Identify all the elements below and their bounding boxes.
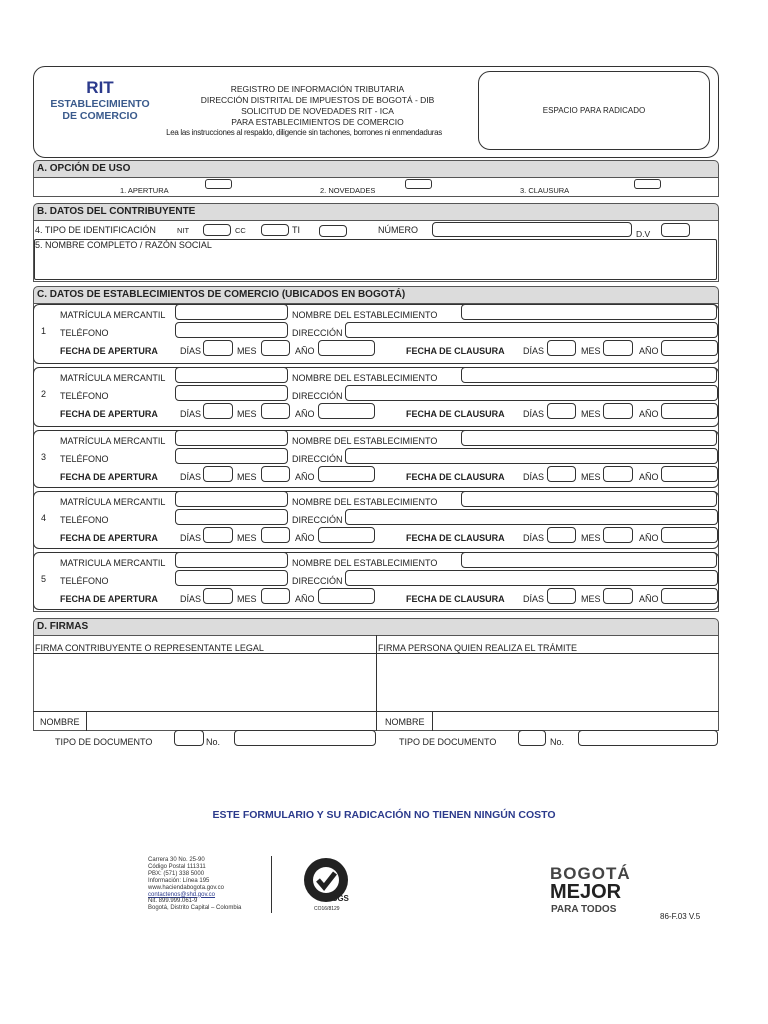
ti-label: TI <box>292 225 300 235</box>
apertura-dias-input[interactable] <box>203 588 233 604</box>
apertura-dias-input[interactable] <box>203 340 233 356</box>
nombre-establecimiento-label: NOMBRE DEL ESTABLECIMIENTO <box>292 436 438 446</box>
rit-title: RIT <box>86 78 114 97</box>
telefono-label: TELÉFONO <box>60 454 109 464</box>
address-line: www.haciendabogota.gov.co <box>148 884 224 891</box>
matricula-label: MATRÍCULA MERCANTIL <box>60 497 166 507</box>
telefono-input[interactable] <box>175 322 288 338</box>
apertura-mes-label: MES <box>237 533 257 543</box>
nombre-establecimiento-input[interactable] <box>461 430 717 446</box>
telefono-input[interactable] <box>175 570 288 586</box>
nombre-establecimiento-input[interactable] <box>461 552 717 568</box>
numero-label: NÚMERO <box>378 225 418 235</box>
matricula-label: MATRÍCULA MERCANTIL <box>60 310 166 320</box>
documento-2-number-input[interactable] <box>578 730 718 746</box>
matricula-input[interactable] <box>175 491 288 507</box>
clausura-dias-input[interactable] <box>547 466 576 482</box>
address-line: PBX: (571) 338 5000 <box>148 870 205 877</box>
nombre-establecimiento-input[interactable] <box>461 367 717 383</box>
telefono-input[interactable] <box>175 509 288 525</box>
apertura-anio-input[interactable] <box>318 340 375 356</box>
clausura-mes-label: MES <box>581 594 601 604</box>
fecha-apertura-label: FECHA DE APERTURA <box>60 346 158 356</box>
matricula-label: MATRICULA MERCANTIL <box>60 558 166 568</box>
nombre-establecimiento-input[interactable] <box>461 491 717 507</box>
matricula-input[interactable] <box>175 430 288 446</box>
section-c-title: C. DATOS DE ESTABLECIMIENTOS DE COMERCIO (UBICADOS EN BOGOTÁ) <box>33 286 719 304</box>
nombre-establecimiento-input[interactable] <box>461 304 717 320</box>
clausura-dias-label: DÍAS <box>523 472 545 482</box>
nombre-establecimiento-label: NOMBRE DEL ESTABLECIMIENTO <box>292 373 438 383</box>
direccion-input[interactable] <box>345 570 718 586</box>
fecha-clausura-label: FECHA DE CLAUSURA <box>406 594 505 604</box>
clausura-mes-input[interactable] <box>603 340 633 356</box>
apertura-anio-label: AÑO <box>295 594 315 604</box>
logo-mejor: MEJOR <box>550 881 622 903</box>
dv-label: D.V <box>636 229 651 239</box>
apertura-mes-label: MES <box>237 472 257 482</box>
clausura-mes-input[interactable] <box>603 403 633 419</box>
apertura-dias-input[interactable] <box>203 403 233 419</box>
address-block <box>148 857 273 912</box>
clausura-dias-label: DÍAS <box>523 533 545 543</box>
matricula-input[interactable] <box>175 367 288 383</box>
fecha-apertura-label: FECHA DE APERTURA <box>60 472 158 482</box>
apertura-mes-input[interactable] <box>261 403 290 419</box>
address-line: Carrera 30 No. 25-90 <box>148 857 205 863</box>
option-novedades-label: 2. NOVEDADES <box>320 186 376 195</box>
rit-subtitle-1: ESTABLECIMIENTO <box>50 98 150 110</box>
fecha-apertura-label: FECHA DE APERTURA <box>60 594 158 604</box>
address-line: Código Postal 111311 <box>148 863 206 870</box>
apertura-mes-label: MES <box>237 594 257 604</box>
matricula-label: MATRÍCULA MERCANTIL <box>60 436 166 446</box>
nombre-1-input[interactable] <box>88 712 375 730</box>
direccion-label: DIRECCIÓN <box>292 328 343 338</box>
telefono-input[interactable] <box>175 385 288 401</box>
rit-subtitle-2: DE COMERCIO <box>62 110 138 122</box>
apertura-anio-label: AÑO <box>295 409 315 419</box>
iso-certification-seal <box>302 856 358 914</box>
telefono-label: TELÉFONO <box>60 328 109 338</box>
nombre-2-divider <box>432 711 433 731</box>
matricula-input[interactable] <box>175 304 288 320</box>
apertura-mes-label: MES <box>237 409 257 419</box>
apertura-anio-label: AÑO <box>295 533 315 543</box>
clausura-anio-input[interactable] <box>661 466 718 482</box>
tipo-documento-2-input[interactable] <box>518 730 546 746</box>
nombre-establecimiento-label: NOMBRE DEL ESTABLECIMIENTO <box>292 558 438 568</box>
option-clausura-checkbox[interactable] <box>634 179 661 189</box>
establishment-number: 5 <box>41 574 47 584</box>
apertura-dias-label: DÍAS <box>180 409 202 419</box>
clausura-dias-input[interactable] <box>547 527 576 543</box>
establishment-number: 2 <box>41 389 47 399</box>
direccion-input[interactable] <box>345 509 718 525</box>
telefono-label: TELÉFONO <box>60 576 109 586</box>
cert-number: CO16/8129 <box>314 906 340 912</box>
establishment-number: 1 <box>41 326 47 336</box>
nit-label: NIT <box>177 226 190 235</box>
address-line: Bogotá, Distrito Capital – Colombia <box>148 905 242 912</box>
logo-para-todos: PARA TODOS <box>551 904 617 915</box>
apertura-anio-label: AÑO <box>295 472 315 482</box>
clausura-anio-label: AÑO <box>639 594 659 604</box>
apertura-dias-input[interactable] <box>203 527 233 543</box>
section-d-divider <box>376 635 377 731</box>
clausura-dias-label: DÍAS <box>523 409 545 419</box>
clausura-anio-input[interactable] <box>661 588 718 604</box>
documento-1-number-input[interactable] <box>234 730 376 746</box>
direccion-label: DIRECCIÓN <box>292 515 343 525</box>
no-1-label: No. <box>206 737 221 747</box>
firma-tramite-area[interactable] <box>378 655 718 711</box>
direccion-label: DIRECCIÓN <box>292 454 343 464</box>
matricula-label: MATRÍCULA MERCANTIL <box>60 373 166 383</box>
apertura-anio-input[interactable] <box>318 527 375 543</box>
apertura-mes-label: MES <box>237 346 257 356</box>
nombre-establecimiento-label: NOMBRE DEL ESTABLECIMIENTO <box>292 310 438 320</box>
option-novedades-checkbox[interactable] <box>405 179 432 189</box>
apertura-anio-input[interactable] <box>318 466 375 482</box>
telefono-label: TELÉFONO <box>60 515 109 525</box>
clausura-mes-label: MES <box>581 346 601 356</box>
section-b-title: B. DATOS DEL CONTRIBUYENTE <box>33 203 719 221</box>
apertura-dias-input[interactable] <box>203 466 233 482</box>
dv-input[interactable] <box>661 223 690 237</box>
apertura-mes-input[interactable] <box>261 588 290 604</box>
firma-tramite-label: FIRMA PERSONA QUIEN REALIZA EL TRÁMITE <box>378 643 578 653</box>
fecha-apertura-label: FECHA DE APERTURA <box>60 409 158 419</box>
clausura-dias-label: DÍAS <box>523 346 545 356</box>
clausura-mes-label: MES <box>581 533 601 543</box>
clausura-mes-input[interactable] <box>603 466 633 482</box>
nombre-razon-social-label: 5. NOMBRE COMPLETO / RAZÓN SOCIAL <box>35 240 212 250</box>
address-line[interactable]: contactenos@shd.gov.co <box>148 891 216 898</box>
apertura-mes-input[interactable] <box>261 340 290 356</box>
numero-input[interactable] <box>432 222 632 237</box>
clausura-mes-label: MES <box>581 472 601 482</box>
ti-checkbox[interactable] <box>319 225 347 237</box>
nombre-2-input[interactable] <box>434 712 718 730</box>
form-code: 86-F.03 V.5 <box>660 912 701 921</box>
telefono-label: TELÉFONO <box>60 391 109 401</box>
clausura-dias-input[interactable] <box>547 403 576 419</box>
clausura-anio-label: AÑO <box>639 346 659 356</box>
matricula-input[interactable] <box>175 552 288 568</box>
header-line-3: SOLICITUD DE NOVEDADES RIT - ICA <box>241 106 394 116</box>
clausura-dias-input[interactable] <box>547 588 576 604</box>
cost-notice: ESTE FORMULARIO Y SU RADICACIÓN NO TIENEN NINGÚN COSTO <box>212 809 556 821</box>
apertura-mes-input[interactable] <box>261 527 290 543</box>
apertura-dias-label: DÍAS <box>180 594 202 604</box>
direccion-input[interactable] <box>345 448 718 464</box>
direccion-label: DIRECCIÓN <box>292 576 343 586</box>
option-clausura-label: 3. CLAUSURA <box>520 186 570 195</box>
direccion-input[interactable] <box>345 322 718 338</box>
section-d-title: D. FIRMAS <box>33 618 719 636</box>
direccion-input[interactable] <box>345 385 718 401</box>
fecha-apertura-label: FECHA DE APERTURA <box>60 533 158 543</box>
apertura-dias-label: DÍAS <box>180 472 202 482</box>
tipo-documento-1-label: TIPO DE DOCUMENTO <box>55 737 153 747</box>
address-line: Nit. 899.999.061-9 <box>148 898 198 905</box>
tipo-id-label: 4. TIPO DE IDENTIFICACIÓN <box>35 225 156 235</box>
apertura-anio-label: AÑO <box>295 346 315 356</box>
apertura-dias-label: DÍAS <box>180 346 202 356</box>
clausura-mes-input[interactable] <box>603 588 633 604</box>
tipo-documento-2-label: TIPO DE DOCUMENTO <box>399 737 497 747</box>
clausura-mes-input[interactable] <box>603 527 633 543</box>
no-2-label: No. <box>550 737 565 747</box>
radicado-label: ESPACIO PARA RADICADO <box>542 106 646 115</box>
clausura-anio-label: AÑO <box>639 533 659 543</box>
clausura-dias-input[interactable] <box>547 340 576 356</box>
apertura-mes-input[interactable] <box>261 466 290 482</box>
clausura-dias-label: DÍAS <box>523 594 545 604</box>
option-apertura-checkbox[interactable] <box>205 179 232 189</box>
clausura-anio-label: AÑO <box>639 409 659 419</box>
telefono-input[interactable] <box>175 448 288 464</box>
sgs-label: SGS <box>332 894 349 903</box>
clausura-anio-input[interactable] <box>661 340 718 356</box>
clausura-anio-input[interactable] <box>661 403 718 419</box>
section-a-title: A. OPCIÓN DE USO <box>33 160 719 178</box>
apertura-dias-label: DÍAS <box>180 533 202 543</box>
fecha-clausura-label: FECHA DE CLAUSURA <box>406 346 505 356</box>
fecha-clausura-label: FECHA DE CLAUSURA <box>406 409 505 419</box>
apertura-anio-input[interactable] <box>318 588 375 604</box>
address-line: Información: Línea 195 <box>148 877 210 884</box>
nit-checkbox[interactable] <box>203 224 231 236</box>
establishment-number: 3 <box>41 452 47 462</box>
establishment-number: 4 <box>41 513 47 523</box>
cc-label: CC <box>235 226 246 235</box>
cc-checkbox[interactable] <box>261 224 289 236</box>
clausura-anio-input[interactable] <box>661 527 718 543</box>
header-line-1: REGISTRO DE INFORMACIÓN TRIBUTARIA <box>230 84 405 94</box>
tipo-documento-1-input[interactable] <box>174 730 204 746</box>
logo-bogota: BOGOTÁ <box>550 864 631 883</box>
header-line-4: PARA ESTABLECIMIENTOS DE COMERCIO <box>231 117 404 127</box>
clausura-anio-label: AÑO <box>639 472 659 482</box>
direccion-label: DIRECCIÓN <box>292 391 343 401</box>
firma-contribuyente-label: FIRMA CONTRIBUYENTE O REPRESENTANTE LEGAL <box>35 643 264 653</box>
firma-contribuyente-area[interactable] <box>34 655 375 711</box>
footer-divider <box>271 856 272 913</box>
bogota-logo <box>550 864 640 920</box>
header-line-2: DIRECCIÓN DISTRITAL DE IMPUESTOS DE BOGOTÁ - DIB <box>200 95 435 105</box>
clausura-mes-label: MES <box>581 409 601 419</box>
nombre-2-label: NOMBRE <box>385 717 425 727</box>
nombre-establecimiento-label: NOMBRE DEL ESTABLECIMIENTO <box>292 497 438 507</box>
nombre-1-divider <box>86 711 87 731</box>
fecha-clausura-label: FECHA DE CLAUSURA <box>406 533 505 543</box>
option-apertura-label: 1. APERTURA <box>120 186 169 195</box>
header-instructions: Lea las instrucciones al respaldo, diligencie sin tachones, borrones ni enmendaduras <box>166 128 442 137</box>
fecha-clausura-label: FECHA DE CLAUSURA <box>406 472 505 482</box>
nombre-1-label: NOMBRE <box>40 717 80 727</box>
apertura-anio-input[interactable] <box>318 403 375 419</box>
